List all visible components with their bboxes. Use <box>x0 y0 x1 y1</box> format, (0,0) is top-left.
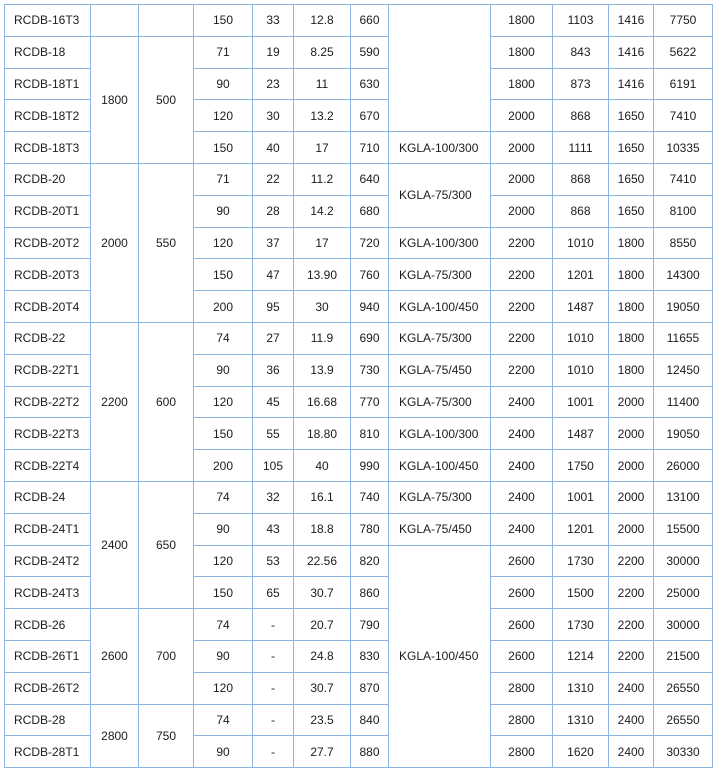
value-cell: 71 <box>194 36 253 68</box>
value-cell: 15500 <box>654 513 713 545</box>
model-cell: RCDB-24T1 <box>5 513 91 545</box>
value-cell: 500 <box>139 36 194 163</box>
value-cell: 740 <box>351 481 389 513</box>
model-cell: RCDB-22 <box>5 322 91 354</box>
value-cell: 2600 <box>491 640 553 672</box>
value-cell: 940 <box>351 291 389 323</box>
value-cell: 2200 <box>609 640 654 672</box>
value-cell: 1310 <box>553 704 609 736</box>
value-cell: 8550 <box>654 227 713 259</box>
value-cell: - <box>253 736 294 768</box>
value-cell: 873 <box>553 68 609 100</box>
value-cell: 1487 <box>553 418 609 450</box>
value-cell: 7750 <box>654 5 713 37</box>
value-cell: 2200 <box>91 322 139 481</box>
value-cell: 2000 <box>91 163 139 322</box>
spec-table-body <box>5 5 713 768</box>
value-cell: 1500 <box>553 577 609 609</box>
value-cell: 650 <box>139 481 194 608</box>
value-cell: 19 <box>253 36 294 68</box>
value-cell: 2200 <box>609 545 654 577</box>
value-cell: 2400 <box>491 450 553 482</box>
value-cell: 1201 <box>553 259 609 291</box>
value-cell: 870 <box>351 672 389 704</box>
value-cell: 868 <box>553 100 609 132</box>
value-cell: 65 <box>253 577 294 609</box>
value-cell: 1416 <box>609 5 654 37</box>
value-cell: 1650 <box>609 100 654 132</box>
value-cell: 90 <box>194 640 253 672</box>
value-cell: 18.80 <box>294 418 351 450</box>
value-cell: 680 <box>351 195 389 227</box>
model-cell: RCDB-28T1 <box>5 736 91 768</box>
value-cell: 2400 <box>491 513 553 545</box>
model-cell: RCDB-20T4 <box>5 291 91 323</box>
value-cell: 1800 <box>609 291 654 323</box>
value-cell: 1416 <box>609 36 654 68</box>
value-cell: 1487 <box>553 291 609 323</box>
value-cell: 74 <box>194 609 253 641</box>
value-cell: 1201 <box>553 513 609 545</box>
table-row <box>5 609 713 641</box>
value-cell: 1800 <box>609 322 654 354</box>
model-cell: RCDB-24T2 <box>5 545 91 577</box>
value-cell: 30 <box>294 291 351 323</box>
value-cell: 2000 <box>609 513 654 545</box>
value-cell: 550 <box>139 163 194 322</box>
value-cell: 1800 <box>491 68 553 100</box>
value-cell: 2400 <box>609 672 654 704</box>
value-cell: 8100 <box>654 195 713 227</box>
value-cell: 1010 <box>553 227 609 259</box>
value-cell: 1010 <box>553 354 609 386</box>
value-cell: 1650 <box>609 132 654 164</box>
value-cell: 1214 <box>553 640 609 672</box>
value-cell: 1750 <box>553 450 609 482</box>
value-cell: 2600 <box>491 609 553 641</box>
value-cell: 868 <box>553 195 609 227</box>
kgla-model-cell: KGLA-100/300 <box>389 227 491 259</box>
value-cell: 150 <box>194 132 253 164</box>
kgla-model-cell: KGLA-100/300 <box>389 132 491 164</box>
value-cell: 1800 <box>609 227 654 259</box>
value-cell: 11.9 <box>294 322 351 354</box>
value-cell: 26550 <box>654 672 713 704</box>
value-cell: 13.9 <box>294 354 351 386</box>
value-cell: 120 <box>194 100 253 132</box>
value-cell: 830 <box>351 640 389 672</box>
value-cell: 2400 <box>609 704 654 736</box>
value-cell: 868 <box>553 163 609 195</box>
value-cell: 150 <box>194 418 253 450</box>
value-cell: 2200 <box>491 259 553 291</box>
value-cell: 43 <box>253 513 294 545</box>
value-cell: 660 <box>351 5 389 37</box>
value-cell: 1010 <box>553 322 609 354</box>
value-cell: 33 <box>253 5 294 37</box>
value-cell: 1800 <box>91 36 139 163</box>
model-cell: RCDB-26T2 <box>5 672 91 704</box>
value-cell: 30.7 <box>294 577 351 609</box>
kgla-model-cell: KGLA-100/450 <box>389 291 491 323</box>
value-cell: 750 <box>139 704 194 768</box>
value-cell: 16.68 <box>294 386 351 418</box>
value-cell: 1800 <box>609 354 654 386</box>
value-cell: 53 <box>253 545 294 577</box>
value-cell: 820 <box>351 545 389 577</box>
kgla-model-cell: KGLA-100/300 <box>389 418 491 450</box>
value-cell: 150 <box>194 5 253 37</box>
value-cell: 2000 <box>491 100 553 132</box>
value-cell: 880 <box>351 736 389 768</box>
value-cell: 150 <box>194 577 253 609</box>
value-cell: 640 <box>351 163 389 195</box>
value-cell: 24.8 <box>294 640 351 672</box>
value-cell: 120 <box>194 672 253 704</box>
kgla-model-cell: KGLA-75/300 <box>389 163 491 227</box>
value-cell: 7410 <box>654 163 713 195</box>
value-cell: 7410 <box>654 100 713 132</box>
value-cell: 1800 <box>609 259 654 291</box>
model-cell: RCDB-22T2 <box>5 386 91 418</box>
value-cell: 120 <box>194 227 253 259</box>
value-cell: 2600 <box>491 577 553 609</box>
value-cell: 790 <box>351 609 389 641</box>
value-cell: 26550 <box>654 704 713 736</box>
value-cell: 690 <box>351 322 389 354</box>
value-cell: 90 <box>194 513 253 545</box>
kgla-model-cell: KGLA-75/300 <box>389 386 491 418</box>
value-cell: 2800 <box>491 736 553 768</box>
model-cell: RCDB-24T3 <box>5 577 91 609</box>
value-cell: 17 <box>294 132 351 164</box>
value-cell: 40 <box>294 450 351 482</box>
value-cell: 37 <box>253 227 294 259</box>
model-cell: RCDB-18T3 <box>5 132 91 164</box>
value-cell: 71 <box>194 163 253 195</box>
value-cell: 2600 <box>491 545 553 577</box>
value-cell: 90 <box>194 195 253 227</box>
value-cell: 730 <box>351 354 389 386</box>
value-cell: 1620 <box>553 736 609 768</box>
value-cell: 45 <box>253 386 294 418</box>
model-cell: RCDB-20T2 <box>5 227 91 259</box>
value-cell: 710 <box>351 132 389 164</box>
value-cell: 1111 <box>553 132 609 164</box>
model-cell: RCDB-16T3 <box>5 5 91 37</box>
value-cell: 22.56 <box>294 545 351 577</box>
value-cell: 120 <box>194 386 253 418</box>
value-cell: 200 <box>194 450 253 482</box>
value-cell: 2200 <box>491 354 553 386</box>
value-cell: 1650 <box>609 163 654 195</box>
value-cell: 200 <box>194 291 253 323</box>
kgla-model-cell: KGLA-75/300 <box>389 322 491 354</box>
value-cell: 2000 <box>491 132 553 164</box>
model-cell: RCDB-22T1 <box>5 354 91 386</box>
table-row <box>5 704 713 736</box>
value-cell: 1001 <box>553 481 609 513</box>
value-cell: 2000 <box>491 163 553 195</box>
value-cell: 25000 <box>654 577 713 609</box>
value-cell: 2000 <box>609 418 654 450</box>
table-row <box>5 481 713 513</box>
value-cell: 8.25 <box>294 36 351 68</box>
value-cell: 22 <box>253 163 294 195</box>
model-cell: RCDB-26 <box>5 609 91 641</box>
kgla-model-cell: KGLA-100/450 <box>389 545 491 768</box>
value-cell: 1800 <box>491 5 553 37</box>
value-cell: 1650 <box>609 195 654 227</box>
value-cell: 14300 <box>654 259 713 291</box>
value-cell: 55 <box>253 418 294 450</box>
value-cell: 1730 <box>553 609 609 641</box>
model-cell: RCDB-18T2 <box>5 100 91 132</box>
model-cell: RCDB-18 <box>5 36 91 68</box>
value-cell: 30.7 <box>294 672 351 704</box>
value-cell: 27 <box>253 322 294 354</box>
value-cell: 11.2 <box>294 163 351 195</box>
value-cell: 2400 <box>609 736 654 768</box>
value-cell: 17 <box>294 227 351 259</box>
value-cell: 11655 <box>654 322 713 354</box>
value-cell: 2400 <box>491 481 553 513</box>
value-cell: 40 <box>253 132 294 164</box>
value-cell: 860 <box>351 577 389 609</box>
table-row <box>5 322 713 354</box>
value-cell: 105 <box>253 450 294 482</box>
model-cell: RCDB-20T3 <box>5 259 91 291</box>
value-cell: - <box>253 672 294 704</box>
value-cell: 2400 <box>91 481 139 608</box>
value-cell <box>139 5 194 37</box>
value-cell: 1310 <box>553 672 609 704</box>
value-cell: 2200 <box>491 322 553 354</box>
model-cell: RCDB-22T4 <box>5 450 91 482</box>
value-cell: 11 <box>294 68 351 100</box>
value-cell: 760 <box>351 259 389 291</box>
value-cell: 1730 <box>553 545 609 577</box>
value-cell: 74 <box>194 322 253 354</box>
value-cell: 26000 <box>654 450 713 482</box>
value-cell: 990 <box>351 450 389 482</box>
value-cell: 590 <box>351 36 389 68</box>
kgla-model-cell: KGLA-75/300 <box>389 259 491 291</box>
value-cell: 770 <box>351 386 389 418</box>
kgla-model-cell: KGLA-100/450 <box>389 450 491 482</box>
value-cell: 2200 <box>491 291 553 323</box>
model-cell: RCDB-22T3 <box>5 418 91 450</box>
value-cell: 2800 <box>491 704 553 736</box>
value-cell <box>91 5 139 37</box>
value-cell: 19050 <box>654 418 713 450</box>
value-cell: 2800 <box>91 704 139 768</box>
value-cell: 11400 <box>654 386 713 418</box>
kgla-model-cell: KGLA-75/450 <box>389 513 491 545</box>
model-cell: RCDB-20 <box>5 163 91 195</box>
value-cell: 2000 <box>491 195 553 227</box>
value-cell: 90 <box>194 68 253 100</box>
value-cell: 19050 <box>654 291 713 323</box>
value-cell: 120 <box>194 545 253 577</box>
kgla-model-cell <box>389 5 491 132</box>
value-cell: 36 <box>253 354 294 386</box>
value-cell: 2200 <box>491 227 553 259</box>
value-cell: 2800 <box>491 672 553 704</box>
value-cell: 720 <box>351 227 389 259</box>
value-cell: - <box>253 704 294 736</box>
value-cell: 840 <box>351 704 389 736</box>
value-cell: 21500 <box>654 640 713 672</box>
value-cell: 2400 <box>491 418 553 450</box>
value-cell: 630 <box>351 68 389 100</box>
kgla-model-cell: KGLA-75/450 <box>389 354 491 386</box>
value-cell: 2200 <box>609 609 654 641</box>
value-cell: 1103 <box>553 5 609 37</box>
value-cell: 14.2 <box>294 195 351 227</box>
value-cell: 13.90 <box>294 259 351 291</box>
model-cell: RCDB-20T1 <box>5 195 91 227</box>
value-cell: 30330 <box>654 736 713 768</box>
model-cell: RCDB-18T1 <box>5 68 91 100</box>
value-cell: 30 <box>253 100 294 132</box>
value-cell: 28 <box>253 195 294 227</box>
value-cell: 12.8 <box>294 5 351 37</box>
value-cell: 5622 <box>654 36 713 68</box>
value-cell: 95 <box>253 291 294 323</box>
value-cell: 30000 <box>654 609 713 641</box>
value-cell: 2000 <box>609 450 654 482</box>
value-cell: 12450 <box>654 354 713 386</box>
value-cell: 1001 <box>553 386 609 418</box>
value-cell: 74 <box>194 704 253 736</box>
value-cell: 20.7 <box>294 609 351 641</box>
kgla-model-cell: KGLA-75/300 <box>389 481 491 513</box>
value-cell: 90 <box>194 736 253 768</box>
value-cell: 13100 <box>654 481 713 513</box>
value-cell: 47 <box>253 259 294 291</box>
value-cell: 30000 <box>654 545 713 577</box>
value-cell: 6191 <box>654 68 713 100</box>
value-cell: - <box>253 609 294 641</box>
value-cell: 700 <box>139 609 194 704</box>
table-row <box>5 163 713 195</box>
value-cell: 2600 <box>91 609 139 704</box>
value-cell: 843 <box>553 36 609 68</box>
value-cell: 780 <box>351 513 389 545</box>
value-cell: 810 <box>351 418 389 450</box>
value-cell: 600 <box>139 322 194 481</box>
value-cell: 13.2 <box>294 100 351 132</box>
value-cell: 150 <box>194 259 253 291</box>
value-cell: 27.7 <box>294 736 351 768</box>
model-cell: RCDB-28 <box>5 704 91 736</box>
value-cell: 1800 <box>491 36 553 68</box>
value-cell: 2200 <box>609 577 654 609</box>
model-cell: RCDB-24 <box>5 481 91 513</box>
value-cell: 32 <box>253 481 294 513</box>
table-row <box>5 5 713 37</box>
value-cell: 2000 <box>609 386 654 418</box>
value-cell: 23.5 <box>294 704 351 736</box>
value-cell: 10335 <box>654 132 713 164</box>
value-cell: 2400 <box>491 386 553 418</box>
value-cell: 16.1 <box>294 481 351 513</box>
value-cell: 23 <box>253 68 294 100</box>
value-cell: 18.8 <box>294 513 351 545</box>
value-cell: 670 <box>351 100 389 132</box>
value-cell: 74 <box>194 481 253 513</box>
table-row <box>5 36 713 68</box>
spec-table <box>4 4 713 768</box>
model-cell: RCDB-26T1 <box>5 640 91 672</box>
value-cell: 1416 <box>609 68 654 100</box>
value-cell: 2000 <box>609 481 654 513</box>
value-cell: 90 <box>194 354 253 386</box>
value-cell: - <box>253 640 294 672</box>
